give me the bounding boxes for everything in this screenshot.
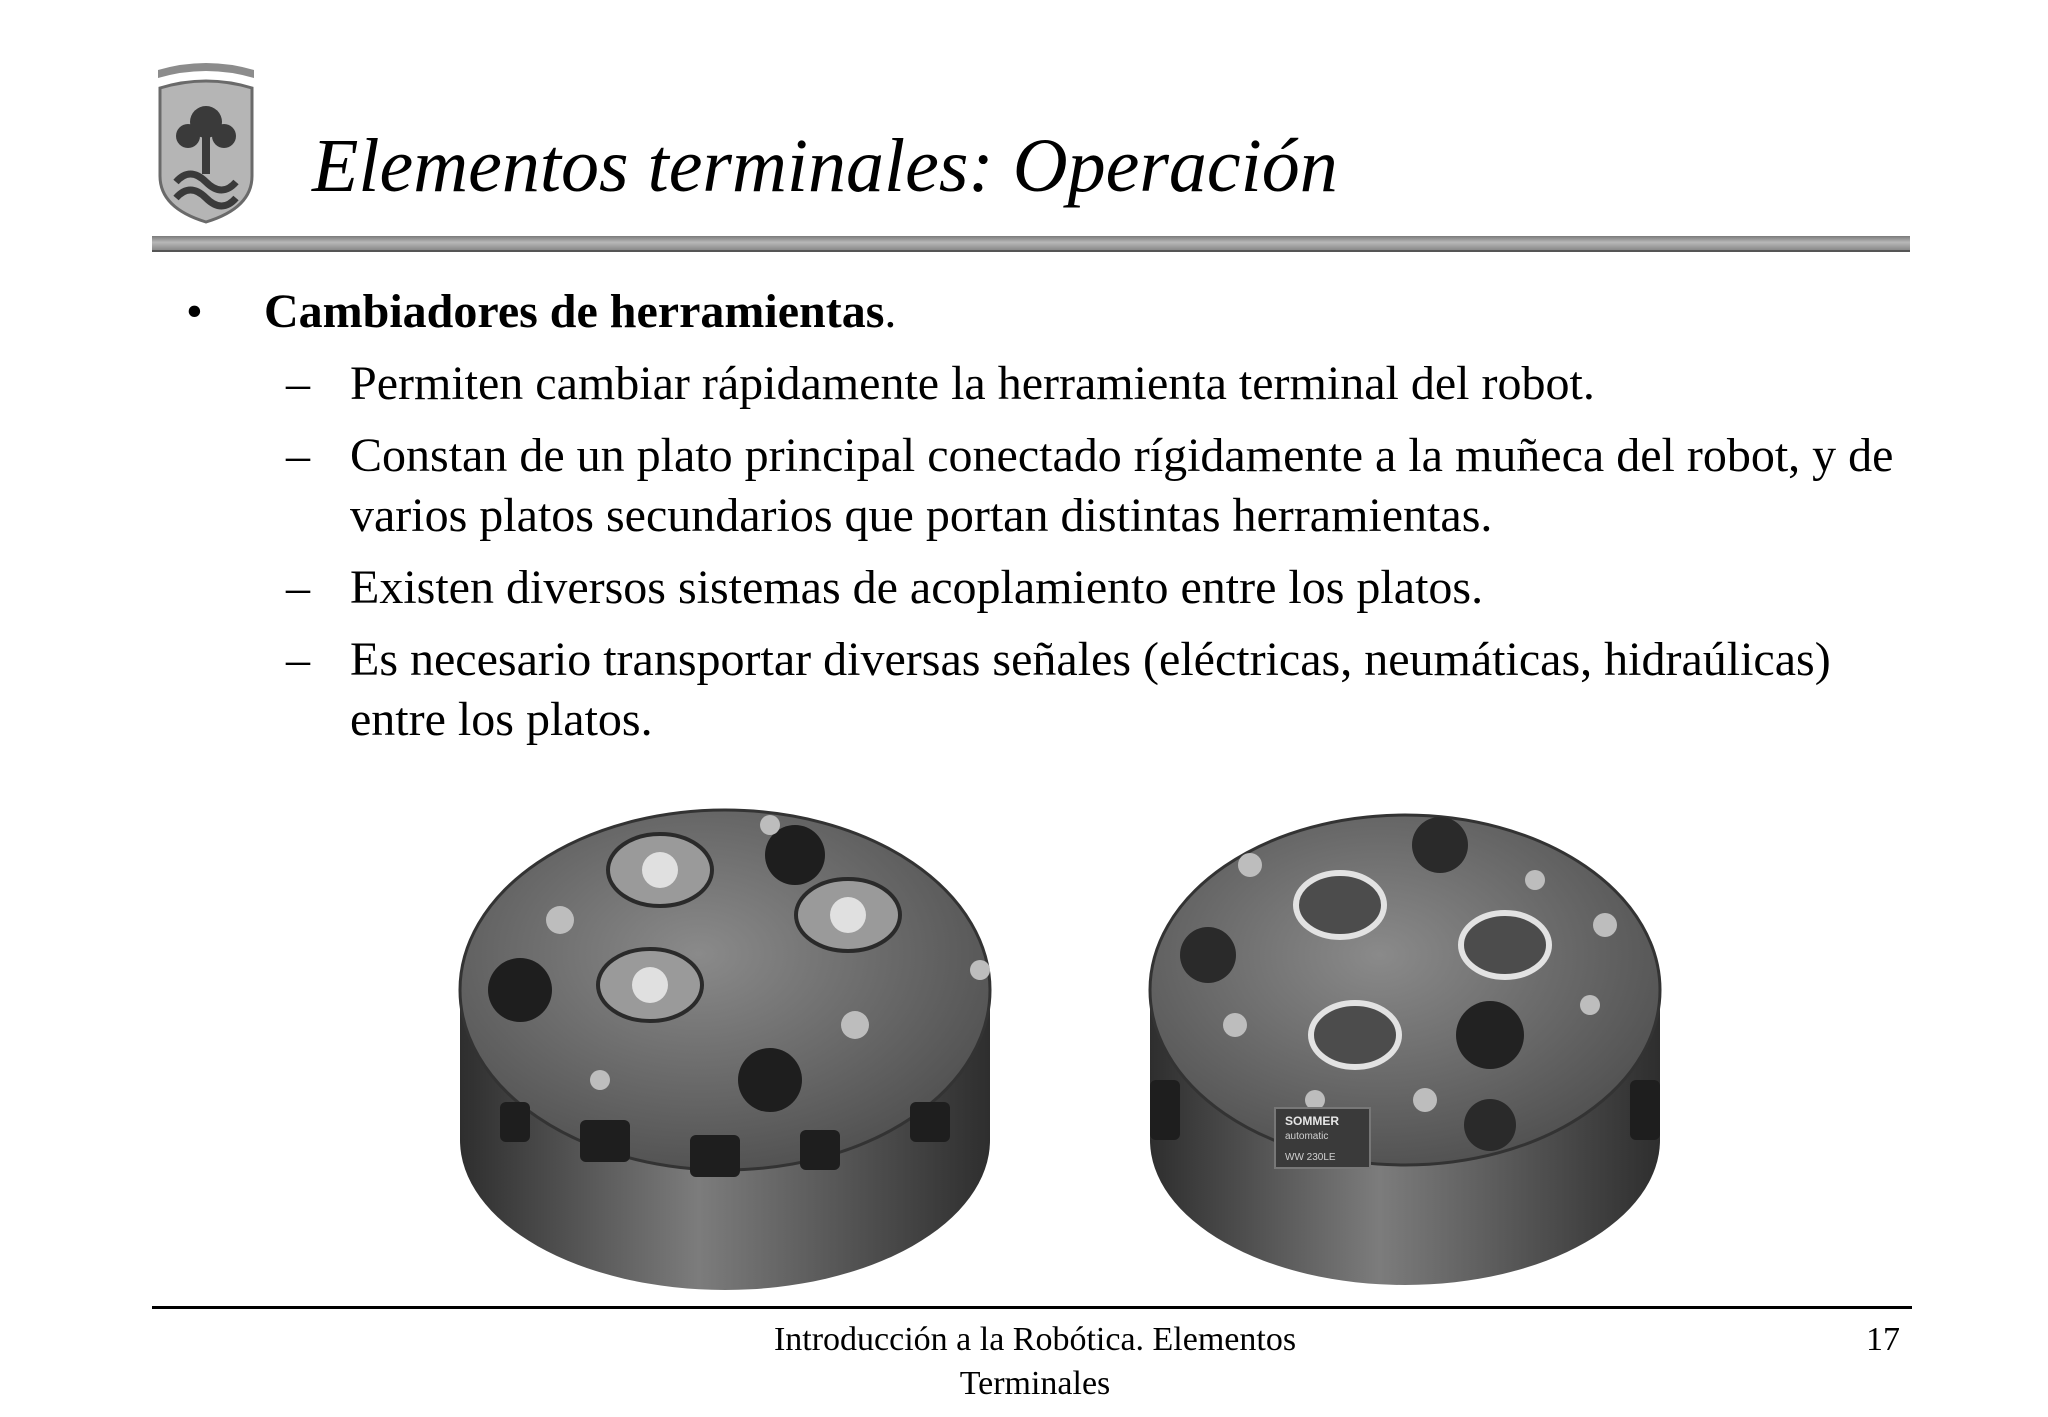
slide-title: Elementos terminales: Operación xyxy=(312,124,1338,208)
page-number: 17 xyxy=(1866,1321,1900,1358)
bullet-item xyxy=(180,282,1920,342)
sub-item-text: Constan de un plato principal conectado rígidamente a la muñeca del robot, y de varios platos secundarios que portan distintas herramientas. xyxy=(350,429,1894,542)
tool-changer-photos xyxy=(440,780,1720,1300)
sub-item xyxy=(180,558,1920,618)
sub-marker: – xyxy=(286,561,310,614)
sub-item-text: Existen diversos sistemas de acoplamiento entre los platos. xyxy=(350,561,1484,614)
footer-course-title: Introducción a la Robótica. Elementos Terminales xyxy=(773,1321,1297,1402)
tool-changer-plate-left xyxy=(460,810,990,1290)
sub-marker: – xyxy=(286,429,310,482)
bullet-heading: Cambiadores de herramientas xyxy=(264,285,885,338)
tool-changer-plate-right xyxy=(1150,815,1660,1285)
sub-item-text: Es necesario transportar diversas señales (eléctricas, neumáticas, hidraúlicas) entre los platos. xyxy=(350,633,1831,746)
sub-item-text: Permiten cambiar rápidamente la herramienta terminal del robot. xyxy=(350,357,1595,410)
sub-item xyxy=(180,630,1920,750)
bullet-marker: • xyxy=(186,285,203,338)
photo-brand-sub-label: automatic xyxy=(1285,1131,1329,1142)
photo-model-label: WW 230LE xyxy=(1285,1152,1336,1163)
sub-item xyxy=(180,354,1920,414)
footer-divider xyxy=(152,1306,1912,1309)
photo-brand-label: SOMMER xyxy=(1285,1114,1339,1128)
university-crest-logo xyxy=(150,58,262,226)
bullet-list xyxy=(180,282,1920,750)
sub-marker: – xyxy=(286,633,310,686)
sub-item xyxy=(180,426,1920,546)
sub-marker: – xyxy=(286,357,310,410)
bullet-heading-period: . xyxy=(884,285,897,338)
title-divider xyxy=(152,236,1910,252)
